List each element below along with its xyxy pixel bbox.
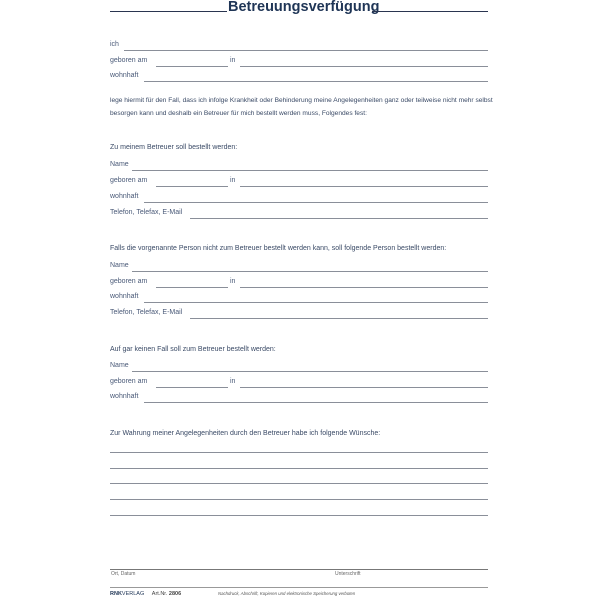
section3-birth-field[interactable] bbox=[110, 378, 488, 390]
wohnhaft-label: wohnhaft bbox=[110, 72, 139, 79]
contact-label: Telefon, Telefax, E-Mail bbox=[110, 209, 183, 216]
section1-heading: Zu meinem Betreuer soll bestellt werden: bbox=[110, 144, 238, 151]
declarant-birthplace-line[interactable] bbox=[240, 66, 488, 67]
declarant-birth-field[interactable] bbox=[110, 57, 488, 69]
wishes-line[interactable] bbox=[110, 499, 488, 500]
section2-birthdate-line[interactable] bbox=[156, 287, 228, 288]
section1-name-line[interactable] bbox=[132, 170, 488, 171]
footer-rule bbox=[110, 587, 488, 588]
title-rule-left bbox=[110, 11, 227, 12]
copyright-note: Nachdruck, Abschrift, Kopieren und elektronische Speicherung verboten bbox=[218, 591, 356, 596]
in-label: in bbox=[230, 57, 236, 64]
in-label: in bbox=[230, 378, 236, 385]
wishes-line[interactable] bbox=[110, 452, 488, 453]
intro-paragraph: lege hiermit für den Fall, dass ich infolge Krankheit oder Behinderung meine Angelegenheiten ganz oder teilweise nicht mehr selbst besorgen kann und deshalb ein Betreuer für mich bestellt werden muss, Folgendes fest: bbox=[110, 97, 493, 117]
section2-address-field[interactable] bbox=[110, 293, 488, 305]
wohnhaft-label: wohnhaft bbox=[110, 193, 139, 200]
section2-name-line[interactable] bbox=[132, 271, 488, 272]
place-date-label: Ort, Datum bbox=[111, 571, 136, 577]
section1-address-field[interactable] bbox=[110, 193, 488, 205]
geboren-label: geboren am bbox=[110, 278, 148, 285]
title-rule-right bbox=[372, 11, 488, 12]
contact-label: Telefon, Telefax, E-Mail bbox=[110, 309, 183, 316]
declarant-name-line[interactable] bbox=[124, 50, 488, 51]
name-label: Name bbox=[110, 262, 129, 269]
section2-birth-field[interactable] bbox=[110, 278, 488, 290]
declarant-birthdate-line[interactable] bbox=[156, 66, 228, 67]
name-label: Name bbox=[110, 161, 129, 168]
in-label: in bbox=[230, 278, 236, 285]
section3-name-line[interactable] bbox=[132, 371, 488, 372]
section2-contact-field[interactable] bbox=[110, 309, 488, 321]
article-label: Art.Nr. bbox=[151, 591, 168, 597]
geboren-label: geboren am bbox=[110, 57, 148, 64]
page-title: Betreuungsverfügung bbox=[228, 0, 380, 15]
title-row bbox=[110, 0, 488, 18]
geboren-label: geboren am bbox=[110, 177, 148, 184]
section2-contact-line[interactable] bbox=[190, 318, 488, 319]
section1-name-field[interactable] bbox=[110, 161, 488, 173]
declarant-address-field[interactable] bbox=[110, 72, 488, 84]
section3-address-line[interactable] bbox=[144, 402, 488, 403]
wishes-line[interactable] bbox=[110, 515, 488, 516]
in-label: in bbox=[230, 177, 236, 184]
section2-address-line[interactable] bbox=[144, 302, 488, 303]
ich-label: ich bbox=[110, 41, 119, 48]
section2-birthplace-line[interactable] bbox=[240, 287, 488, 288]
wishes-line[interactable] bbox=[110, 468, 488, 469]
geboren-label: geboren am bbox=[110, 378, 148, 385]
wohnhaft-label: wohnhaft bbox=[110, 293, 139, 300]
section2-heading: Falls die vorgenannte Person nicht zum Betreuer bestellt werden kann, soll folgende Person bestellt werden: bbox=[110, 245, 447, 252]
brand-rest: VERLAG bbox=[121, 591, 145, 597]
declarant-name-field[interactable] bbox=[110, 41, 488, 53]
section3-name-field[interactable] bbox=[110, 362, 488, 374]
section1-address-line[interactable] bbox=[144, 202, 488, 203]
article-number: 2806 bbox=[168, 591, 182, 597]
footer-brand bbox=[110, 591, 181, 597]
wishes-heading: Zur Wahrung meiner Angelegenheiten durch den Betreuer habe ich folgende Wünsche: bbox=[110, 430, 381, 437]
declarant-address-line[interactable] bbox=[144, 81, 488, 82]
section1-birth-field[interactable] bbox=[110, 177, 488, 189]
section2-name-field[interactable] bbox=[110, 262, 488, 274]
section3-birthdate-line[interactable] bbox=[156, 387, 228, 388]
name-label: Name bbox=[110, 362, 129, 369]
wohnhaft-label: wohnhaft bbox=[110, 393, 139, 400]
signature-label: Unterschrift bbox=[335, 571, 361, 577]
section3-address-field[interactable] bbox=[110, 393, 488, 405]
signature-line[interactable] bbox=[110, 569, 488, 570]
section1-birthplace-line[interactable] bbox=[240, 186, 488, 187]
section3-heading: Auf gar keinen Fall soll zum Betreuer bestellt werden: bbox=[110, 346, 276, 353]
section1-birthdate-line[interactable] bbox=[156, 186, 228, 187]
section1-contact-line[interactable] bbox=[190, 218, 488, 219]
wishes-line[interactable] bbox=[110, 483, 488, 484]
brand-bold: RNK bbox=[110, 591, 122, 597]
section1-contact-field[interactable] bbox=[110, 209, 488, 221]
section3-birthplace-line[interactable] bbox=[240, 387, 488, 388]
